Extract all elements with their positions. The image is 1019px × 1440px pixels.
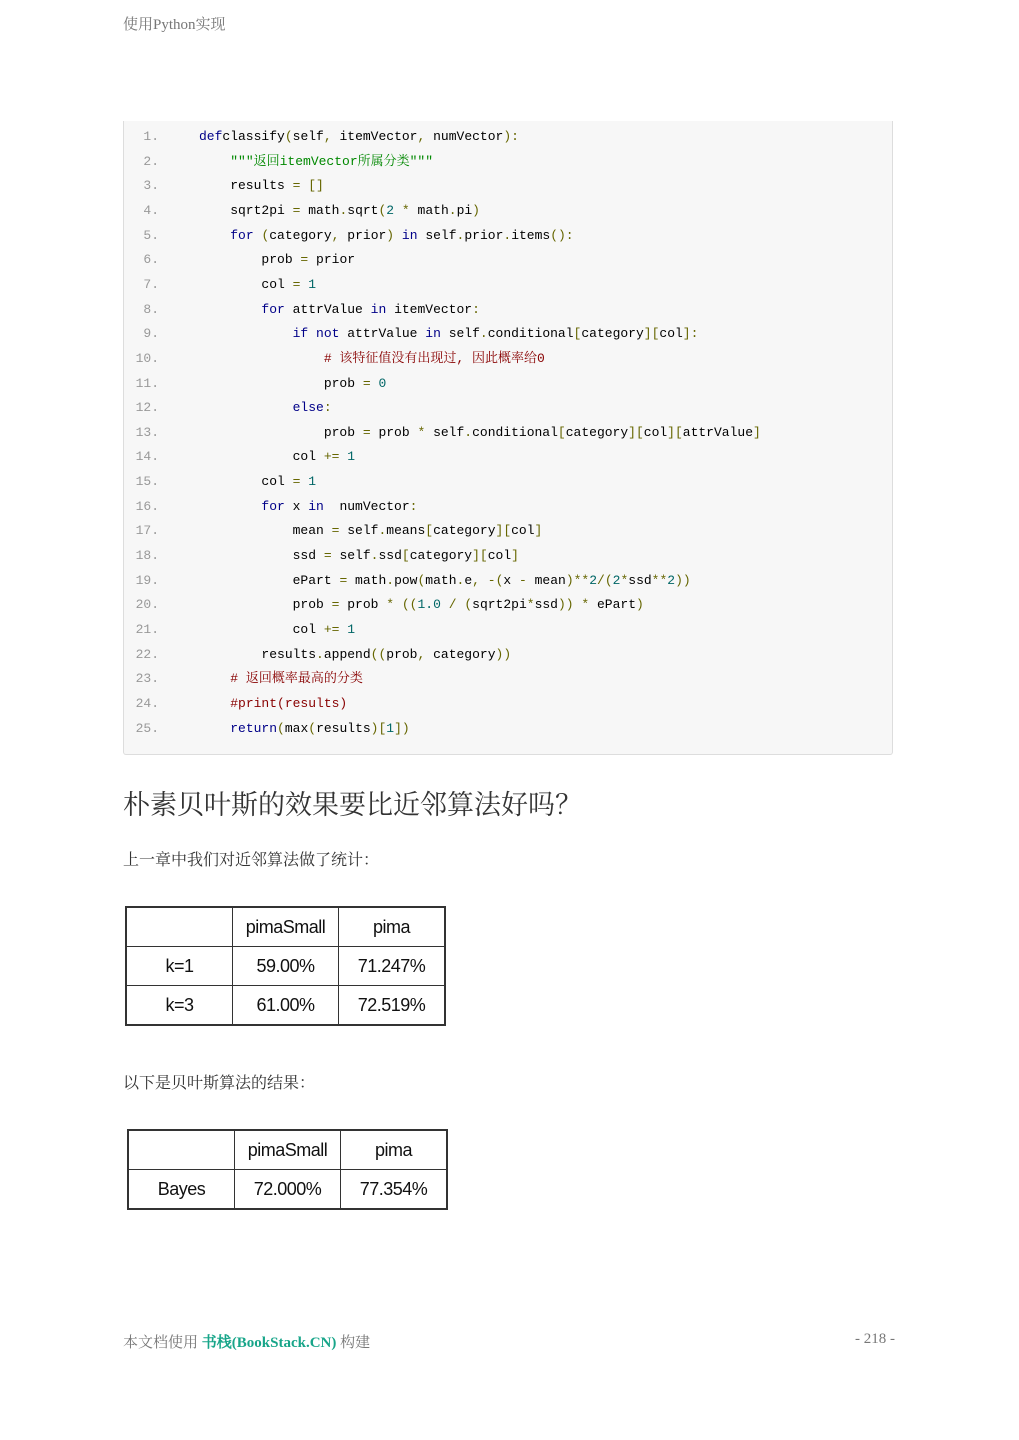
line-number: 25. xyxy=(135,720,159,736)
table-cell: 71.247% xyxy=(339,947,446,986)
code-line xyxy=(124,546,519,566)
code-text: else: xyxy=(292,400,332,416)
code-line xyxy=(124,300,480,320)
code-text: prob = prob * ((1.0 / (sqrt2pi*ssd)) * ePart) xyxy=(199,597,644,613)
code-text: results = [] xyxy=(199,178,324,194)
code-line xyxy=(124,176,324,196)
line-number: 8. xyxy=(143,301,159,317)
code-text: for attrValue in itemVector: xyxy=(261,301,480,317)
code-text: """返回itemVector所属分类""" xyxy=(230,153,434,169)
line-number: 3. xyxy=(143,178,159,194)
table-cell: 72.000% xyxy=(235,1170,341,1210)
table-row-label: k=3 xyxy=(126,986,233,1026)
code-text: ePart = math.pow(math.e, -(x - mean)**2/(2*ssd**2)) xyxy=(199,572,691,588)
table-cell: 61.00% xyxy=(233,986,339,1026)
line-number: 11. xyxy=(135,375,159,391)
table-header-cell: pimaSmall xyxy=(235,1130,341,1170)
line-number: 18. xyxy=(135,548,159,564)
code-text: col = 1 xyxy=(199,276,317,292)
code-line xyxy=(124,152,433,172)
code-line xyxy=(124,669,363,689)
table-cell: 72.519% xyxy=(339,986,446,1026)
line-number: 4. xyxy=(143,202,159,218)
code-text: col = 1 xyxy=(199,474,317,490)
code-line xyxy=(124,349,545,369)
code-line xyxy=(124,694,347,714)
line-number: 13. xyxy=(135,424,159,440)
line-number: 23. xyxy=(135,671,159,687)
table-row-label: Bayes xyxy=(128,1170,235,1210)
line-number: 2. xyxy=(143,153,159,169)
code-text: defclassify(self, itemVector, numVector): xyxy=(199,129,519,144)
code-line xyxy=(124,226,574,246)
table-row xyxy=(126,986,445,1026)
document-header: 使用Python实现 xyxy=(123,17,226,33)
line-number: 17. xyxy=(135,523,159,539)
table-header-cell: pima xyxy=(341,1130,448,1170)
line-number: 5. xyxy=(143,227,159,243)
table-cell: 77.354% xyxy=(341,1170,448,1210)
line-number: 15. xyxy=(135,474,159,490)
line-number: 24. xyxy=(135,695,159,711)
line-number: 6. xyxy=(143,252,159,268)
code-text: ssd = self.ssd[category][col] xyxy=(199,548,519,564)
footer-suffix: 构建 xyxy=(336,1335,371,1351)
line-number: 1. xyxy=(143,129,159,144)
code-block xyxy=(123,121,893,755)
code-text: sqrt2pi = math.sqrt(2 * math.pi) xyxy=(199,202,480,218)
table-header-cell xyxy=(128,1130,235,1170)
table-header-row xyxy=(128,1130,447,1170)
footer-credit xyxy=(123,1331,370,1352)
code-text: prob = prob * self.conditional[category][col][attrValue] xyxy=(199,424,761,440)
bayes-intro-text: 以下是贝叶斯算法的结果： xyxy=(123,1073,316,1092)
code-line xyxy=(124,645,511,665)
footer-prefix: 本文档使用 xyxy=(123,1335,202,1351)
code-text: # 该特征值没有出现过, 因此概率给0 xyxy=(323,350,545,366)
knn-intro-text: 上一章中我们对近邻算法做了统计： xyxy=(123,850,380,869)
code-line xyxy=(124,447,355,467)
code-text: results.append((prob, category)) xyxy=(199,646,512,662)
line-number: 22. xyxy=(135,646,159,662)
line-number: 9. xyxy=(143,326,159,342)
code-line xyxy=(124,620,355,640)
knn-results-table xyxy=(125,906,446,1026)
code-line xyxy=(124,374,386,394)
bayes-results-table xyxy=(127,1129,448,1210)
line-number: 16. xyxy=(135,498,159,514)
table-row xyxy=(126,947,445,986)
code-text: return(max(results)[1]) xyxy=(230,720,410,736)
line-number: 20. xyxy=(135,597,159,613)
code-line xyxy=(124,719,410,739)
code-text: prob = prior xyxy=(199,252,356,268)
code-line xyxy=(124,423,761,443)
table-row xyxy=(128,1170,447,1210)
code-text: #print(results) xyxy=(230,695,348,711)
table-header-cell: pima xyxy=(339,907,446,947)
code-line xyxy=(124,398,332,418)
table-header-cell xyxy=(126,907,233,947)
line-number: 7. xyxy=(143,276,159,292)
code-line xyxy=(124,497,417,517)
code-text: for (category, prior) in self.prior.items(): xyxy=(230,227,574,243)
code-text: # 返回概率最高的分类 xyxy=(230,671,363,687)
line-number: 12. xyxy=(135,400,159,416)
code-text: for x in numVector: xyxy=(261,498,418,514)
table-header-row xyxy=(126,907,445,947)
line-number: 10. xyxy=(135,350,159,366)
code-line xyxy=(124,127,519,147)
line-number: 19. xyxy=(135,572,159,588)
line-number: 21. xyxy=(135,622,159,637)
code-line xyxy=(124,472,316,492)
code-line xyxy=(124,324,698,344)
code-text: col += 1 xyxy=(199,622,356,637)
table-header-cell: pimaSmall xyxy=(233,907,339,947)
code-line xyxy=(124,595,644,615)
code-line xyxy=(124,275,316,295)
code-line xyxy=(124,521,542,541)
code-line xyxy=(124,250,355,270)
code-text: prob = 0 xyxy=(199,375,387,391)
code-text: if not attrValue in self.conditional[category][col]: xyxy=(292,326,699,342)
page-number: - 218 - xyxy=(855,1331,895,1347)
table-row-label: k=1 xyxy=(126,947,233,986)
code-text: mean = self.means[category][col] xyxy=(199,523,543,539)
bookstack-link[interactable]: 书栈(BookStack.CN) xyxy=(201,1335,337,1351)
code-line xyxy=(124,201,480,221)
code-line xyxy=(124,571,691,591)
section-heading: 朴素贝叶斯的效果要比近邻算法好吗？ xyxy=(123,790,582,821)
code-text: col += 1 xyxy=(199,449,356,465)
table-cell: 59.00% xyxy=(233,947,339,986)
line-number: 14. xyxy=(135,449,159,465)
